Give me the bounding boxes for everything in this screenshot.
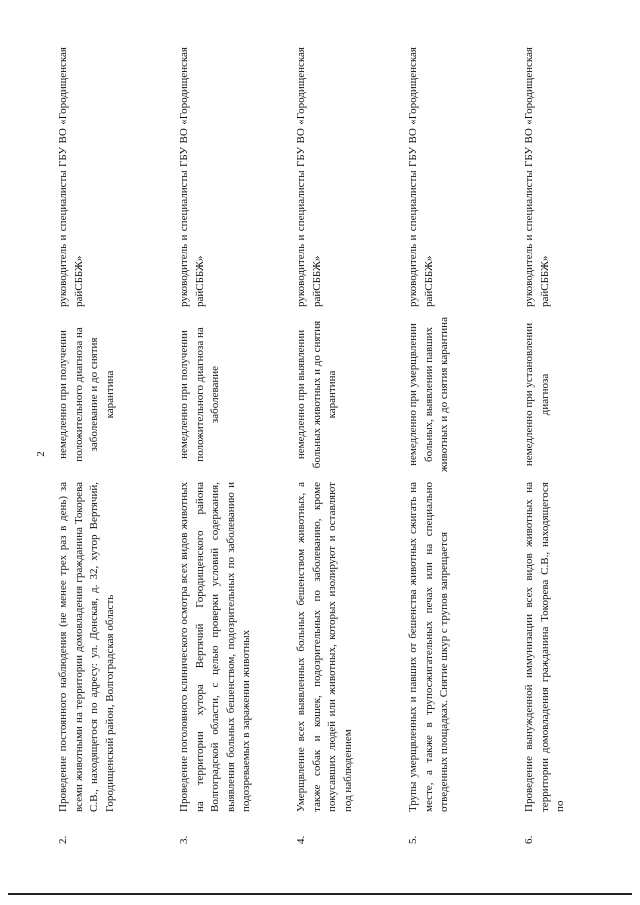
- measure-description: Проведение поголовного клинического осмотра всех видов животных на территории хутора Вертячий Городищенского района Волгоградской области, с целью проверки условий содержания, выявления больных бешенством, подозрительных по заболеванию и подозреваемых в заражении животных: [178, 482, 252, 812]
- row-number: 2.: [57, 835, 69, 844]
- measure-term: немедленно при выявлении больных животных и до снятия карантина: [295, 320, 338, 469]
- measure-responsible: руководитель и специалисты ГБУ ВО «Городищенская райСББЖ»: [178, 47, 206, 307]
- measure-responsible: руководитель и специалисты ГБУ ВО «Городищенская райСББЖ»: [295, 47, 323, 307]
- measure-term: немедленно при получении положительного диагноза на заболевание и до снятия карантина: [57, 327, 116, 462]
- page-bottom-rule: [8, 893, 632, 895]
- row-number: 3.: [178, 835, 190, 844]
- measure-term: немедленно при установлении диагноза: [523, 322, 551, 467]
- measure-description: Трупы умерщвленных и павших от бешенства животных сжигать на месте, а также в трупосжигательных печах или на специально отведенных площадках. Снятие шкур с трупов запрещается: [407, 482, 450, 812]
- measure-responsible: руководитель и специалисты ГБУ ВО «Городищенская райСББЖ»: [523, 47, 551, 307]
- measure-responsible: руководитель и специалисты ГБУ ВО «Городищенская райСББЖ»: [57, 47, 85, 307]
- row-number: 6.: [523, 835, 535, 844]
- page-number: 2: [34, 451, 47, 457]
- row-number: 4.: [295, 835, 307, 844]
- measure-term: немедленно при умерщвлении больных, выявлении павших животных и до снятия карантина: [407, 317, 450, 472]
- measure-description: Проведение вынужденной иммунизации всех видов животных на территории домовладения гражданина Токорева С.В., находящегося по: [523, 482, 566, 812]
- measures-table: [52, 12, 622, 892]
- measure-description: Проведение постоянного наблюдения (не менее трех раз в день) за всеми животными на территории домовладения гражданина Токорева С.В., находящегося по адресу: ул. Донская, д. 32, хутор Вертячий, Городищенский район, Волгоградская область: [57, 482, 116, 812]
- measure-responsible: руководитель и специалисты ГБУ ВО «Городищенская райСББЖ»: [407, 47, 435, 307]
- measure-description: Умерщвление всех выявленных больных бешенством животных, а также собак и кошек, подозрительных по заболеванию, кроме покусавших людей или животных, которых изолируют и оставляют под наблюдением: [295, 482, 354, 812]
- row-number: 5.: [407, 835, 419, 844]
- measure-term: немедленно при получении положительного диагноза на заболевание: [178, 327, 221, 462]
